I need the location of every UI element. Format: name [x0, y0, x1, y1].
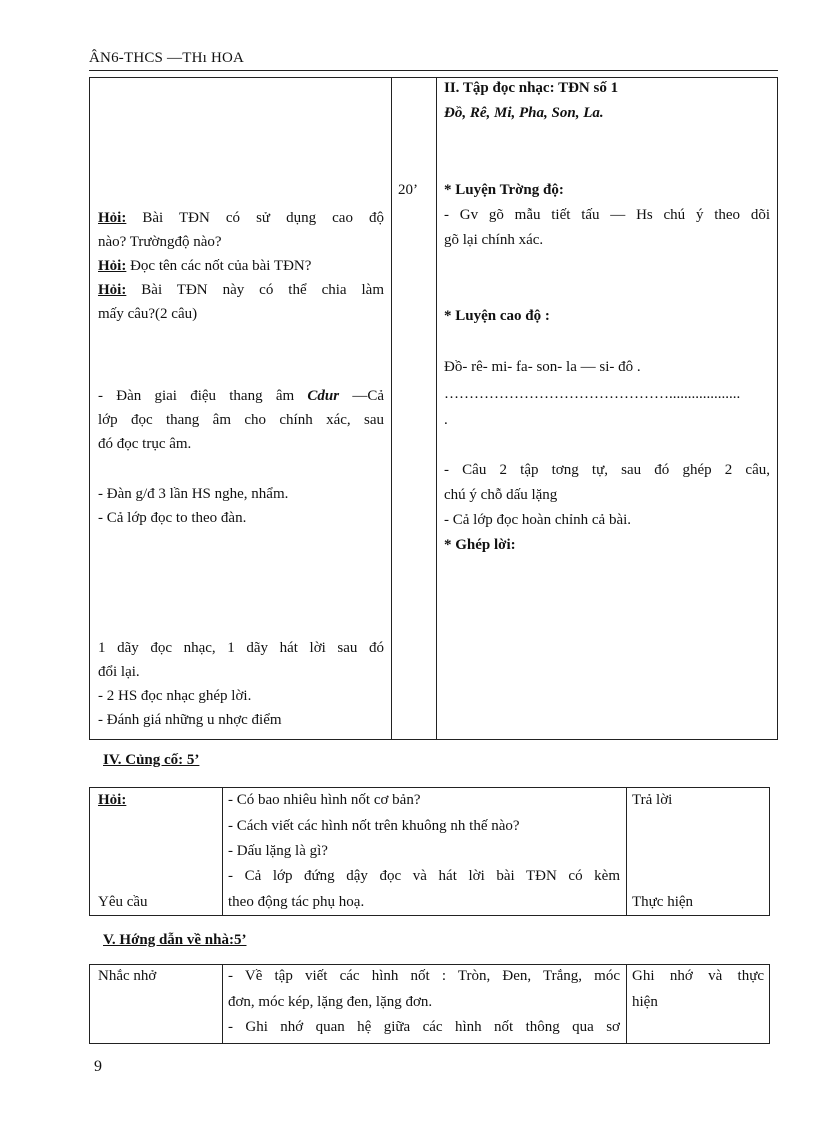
table-divider [222, 787, 223, 916]
activity-line: đó đọc trục âm. [98, 436, 192, 452]
answer-label: Trả lời [632, 792, 673, 808]
rhythm-line: - Gv gõ mẫu tiết tấu — Hs chú ý theo dõi [444, 207, 770, 223]
question-line: Hỏi: Đọc tên các nốt của bài TĐN? [98, 258, 312, 274]
pitch-heading: * Luyện cao độ : [444, 308, 550, 324]
lyrics-heading: * Ghép lời: [444, 537, 516, 553]
do-label: Thực hiện [632, 894, 694, 910]
sentence-line: - Cả lớp đọc hoàn chỉnh cả bài. [444, 512, 632, 528]
question-line: nào? Trườngđộ nào? [98, 234, 222, 250]
activity-line: 1 dãy đọc nhạc, 1 dãy hát lời sau đó [98, 640, 384, 656]
pitch-dots: ………………………………………................... [444, 386, 741, 402]
table-divider [436, 77, 437, 740]
rhythm-heading: * Luyện Trờng độ: [444, 182, 564, 198]
header-rule [89, 70, 778, 71]
activity-line: đổi lại. [98, 664, 140, 680]
question-line: mấy câu?(2 câu) [98, 306, 198, 322]
activity-line: - 2 HS đọc nhạc ghép lời. [98, 688, 252, 704]
ask-label: Hỏi: [98, 792, 127, 808]
review-question: - Cả lớp đứng dậy đọc và hát lời bài TĐN có kèm [228, 868, 620, 884]
section-v-title: V. Hớng dẫn về nhà:5’ [103, 932, 247, 948]
table-divider [626, 964, 627, 1044]
homework-response: Ghi nhớ và thực [632, 968, 764, 984]
reminder-label: Nhắc nhở [98, 968, 157, 984]
lesson-title: II. Tập đọc nhạc: TĐN số 1 [444, 80, 619, 96]
lesson-subtitle: Đồ, Rê, Mi, Pha, Son, La. [444, 105, 604, 121]
sentence-line: - Câu 2 tập tơng tự, sau đó ghép 2 câu, [444, 462, 770, 478]
question-line: Hỏi: Bài TĐN có sử dụng cao độ [98, 210, 384, 226]
activity-line: lớp đọc thang âm cho chính xác, sau [98, 412, 384, 428]
activity-line: - Đánh giá những u nhợc điểm [98, 712, 282, 728]
require-label: Yêu cầu [98, 894, 148, 910]
pitch-dot: . [444, 412, 448, 428]
sentence-line: chú ý chỗ dấu lặng [444, 487, 558, 503]
homework-line: - Về tập viết các hình nốt : Tròn, Đen, Trắng, móc [228, 968, 620, 984]
section-iv-title: IV. Củng cố: 5’ [103, 752, 200, 768]
activity-line: - Đàn g/đ 3 lần HS nghe, nhẩm. [98, 486, 289, 502]
table-divider [626, 787, 627, 916]
homework-line: - Ghi nhớ quan hệ giữa các hình nốt thông qua sơ [228, 1019, 620, 1035]
review-question: - Cách viết các hình nốt trên khuông nh thế nào? [228, 818, 520, 834]
review-question: theo động tác phụ hoạ. [228, 894, 365, 910]
page-number: 9 [94, 1058, 102, 1075]
activity-line: - Đàn giai điệu thang âm Cdur —Cả [98, 388, 384, 404]
activity-line: - Cả lớp đọc to theo đàn. [98, 510, 247, 526]
review-question: - Dấu lặng là gì? [228, 843, 328, 859]
page-header: ÂN6-THCS —THı HOA [89, 50, 245, 66]
rhythm-line: gõ lại chính xác. [444, 232, 544, 248]
homework-response: hiện [632, 994, 658, 1010]
question-line: Hỏi: Bài TĐN này có thể chia làm [98, 282, 384, 298]
table-divider [391, 77, 392, 740]
review-question: - Có bao nhiêu hình nốt cơ bản? [228, 792, 421, 808]
table-divider [222, 964, 223, 1044]
homework-line: đơn, móc kép, lặng đen, lặng đơn. [228, 994, 433, 1010]
pitch-line: Đồ- rê- mi- fa- son- la — si- đô . [444, 359, 641, 375]
time-cell: 20’ [398, 182, 418, 198]
